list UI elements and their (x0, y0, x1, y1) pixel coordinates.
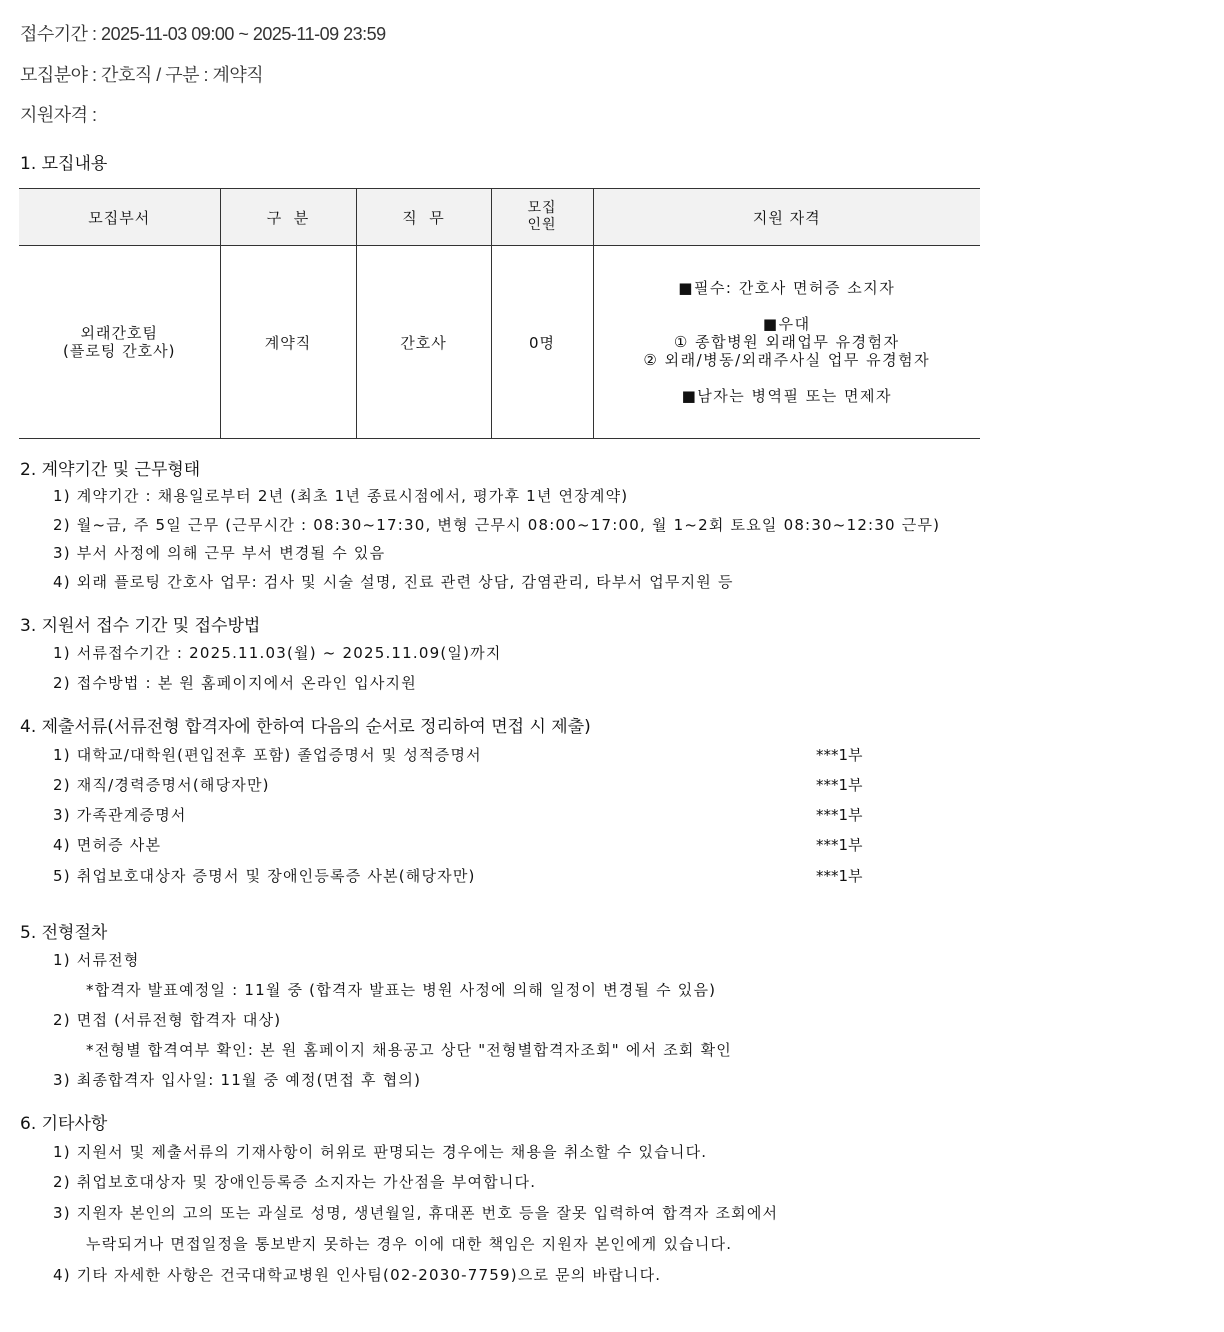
s5-item-1: 1) 서류전형 (53, 951, 140, 969)
s5-item-2: 2) 면접 (서류전형 합격자 대상) (53, 1011, 282, 1029)
section-1-heading: 1. 모집내용 (20, 154, 108, 174)
section-3-heading: 3. 지원서 접수 기간 및 접수방법 (20, 616, 261, 636)
header-category: 구 분 (220, 189, 356, 246)
s4-copies-3: ***1부 (816, 806, 863, 824)
dept-line1: 외래간호팀 (80, 324, 158, 342)
qual-preferred: ■우대 (762, 315, 811, 333)
cell-category: 계약직 (220, 246, 356, 439)
recruit-field: 모집분야 : 간호직 / 구분 : 계약직 (20, 65, 264, 85)
s6-item-3-cont: 누락되거나 면접일정을 통보받지 못하는 경우 이에 대한 책임은 지원자 본인에게 있습니다. (86, 1235, 733, 1253)
cell-qualification (593, 246, 980, 439)
s6-item-3: 3) 지원자 본인의 고의 또는 과실로 성명, 생년월일, 휴대폰 번호 등을 잘못 입력하여 합격자 조회에서 (53, 1204, 779, 1222)
s5-item-3: 3) 최종합격자 입사일: 11월 중 예정(면접 후 협의) (53, 1071, 422, 1089)
qualification-label: 지원자격 : (20, 105, 97, 125)
s4-item-4: 4) 면허증 사본 (53, 836, 162, 854)
header-qualification: 지원 자격 (593, 189, 980, 246)
recruit-table (19, 188, 980, 439)
s6-item-2: 2) 취업보호대상자 및 장애인등록증 소지자는 가산점을 부여합니다. (53, 1173, 537, 1191)
s4-item-2: 2) 재직/경력증명서(해당자만) (53, 776, 270, 794)
qual-pref-2: ② 외래/병동/외래주사실 업무 유경험자 (643, 351, 931, 369)
qual-pref-1: ① 종합병원 외래업무 유경험자 (673, 333, 900, 351)
s2-item-4: 4) 외래 플로팅 간호사 업무: 검사 및 시술 설명, 진료 관련 상담, 감염관리, 타부서 업무지원 등 (53, 573, 734, 591)
s5-item-2-note: *전형별 합격여부 확인: 본 원 홈페이지 채용공고 상단 "전형별합격자조회" 에서 조회 확인 (86, 1041, 732, 1059)
cell-duty: 간호사 (356, 246, 491, 439)
header-dept: 모집부서 (19, 189, 220, 246)
table-header-row (19, 189, 980, 246)
section-2-heading: 2. 계약기간 및 근무형태 (20, 460, 201, 480)
s4-copies-5: ***1부 (816, 867, 863, 885)
s4-copies-1: ***1부 (816, 746, 863, 764)
section-5-heading: 5. 전형절차 (20, 923, 108, 943)
section-6-heading: 6. 기타사항 (20, 1114, 108, 1134)
header-count (491, 189, 593, 246)
qual-military: ■남자는 병역필 또는 면제자 (681, 387, 892, 405)
s2-item-1: 1) 계약기간 : 채용일로부터 2년 (최초 1년 종료시점에서, 평가후 1년 연장계약) (53, 487, 629, 505)
s4-item-1: 1) 대학교/대학원(편입전후 포함) 졸업증명서 및 성적증명서 (53, 746, 482, 764)
s4-copies-2: ***1부 (816, 776, 863, 794)
s2-item-3: 3) 부서 사정에 의해 근무 부서 변경될 수 있음 (53, 544, 386, 562)
dept-line2: (플로팅 간호사) (63, 342, 176, 360)
s4-item-3: 3) 가족관계증명서 (53, 806, 187, 824)
section-4-heading: 4. 제출서류(서류전형 합격자에 한하여 다음의 순서로 정리하여 면접 시 제출) (20, 717, 591, 737)
s4-item-5: 5) 취업보호대상자 증명서 및 장애인등록증 사본(해당자만) (53, 867, 476, 885)
s6-item-1: 1) 지원서 및 제출서류의 기재사항이 허위로 판명되는 경우에는 채용을 취소할 수 있습니다. (53, 1143, 708, 1161)
s6-item-4: 4) 기타 자세한 사항은 건국대학교병원 인사팀(02-2030-7759)으로 문의 바랍니다. (53, 1266, 662, 1284)
s4-copies-4: ***1부 (816, 836, 863, 854)
table-row (19, 246, 980, 439)
qual-required: ■필수: 간호사 면허증 소지자 (678, 279, 896, 297)
s5-item-1-note: *합격자 발표예정일 : 11월 중 (합격자 발표는 병원 사정에 의해 일정이 변경될 수 있음) (86, 981, 717, 999)
s3-item-1: 1) 서류접수기간 : 2025.11.03(월) ~ 2025.11.09(일)까지 (53, 644, 502, 662)
cell-dept (19, 246, 220, 439)
s2-item-2: 2) 월~금, 주 5일 근무 (근무시간 : 08:30~17:30, 변형 근무시 08:00~17:00, 월 1~2회 토요일 08:30~12:30 근무) (53, 516, 941, 534)
header-duty: 직 무 (356, 189, 491, 246)
header-count-line1: 모집 (527, 200, 557, 216)
application-period: 접수기간 : 2025-11-03 09:00 ~ 2025-11-09 23:59 (20, 24, 386, 44)
cell-count: 0명 (491, 246, 593, 439)
header-count-line2: 인원 (527, 217, 557, 233)
s3-item-2: 2) 접수방법 : 본 원 홈페이지에서 온라인 입사지원 (53, 674, 417, 692)
